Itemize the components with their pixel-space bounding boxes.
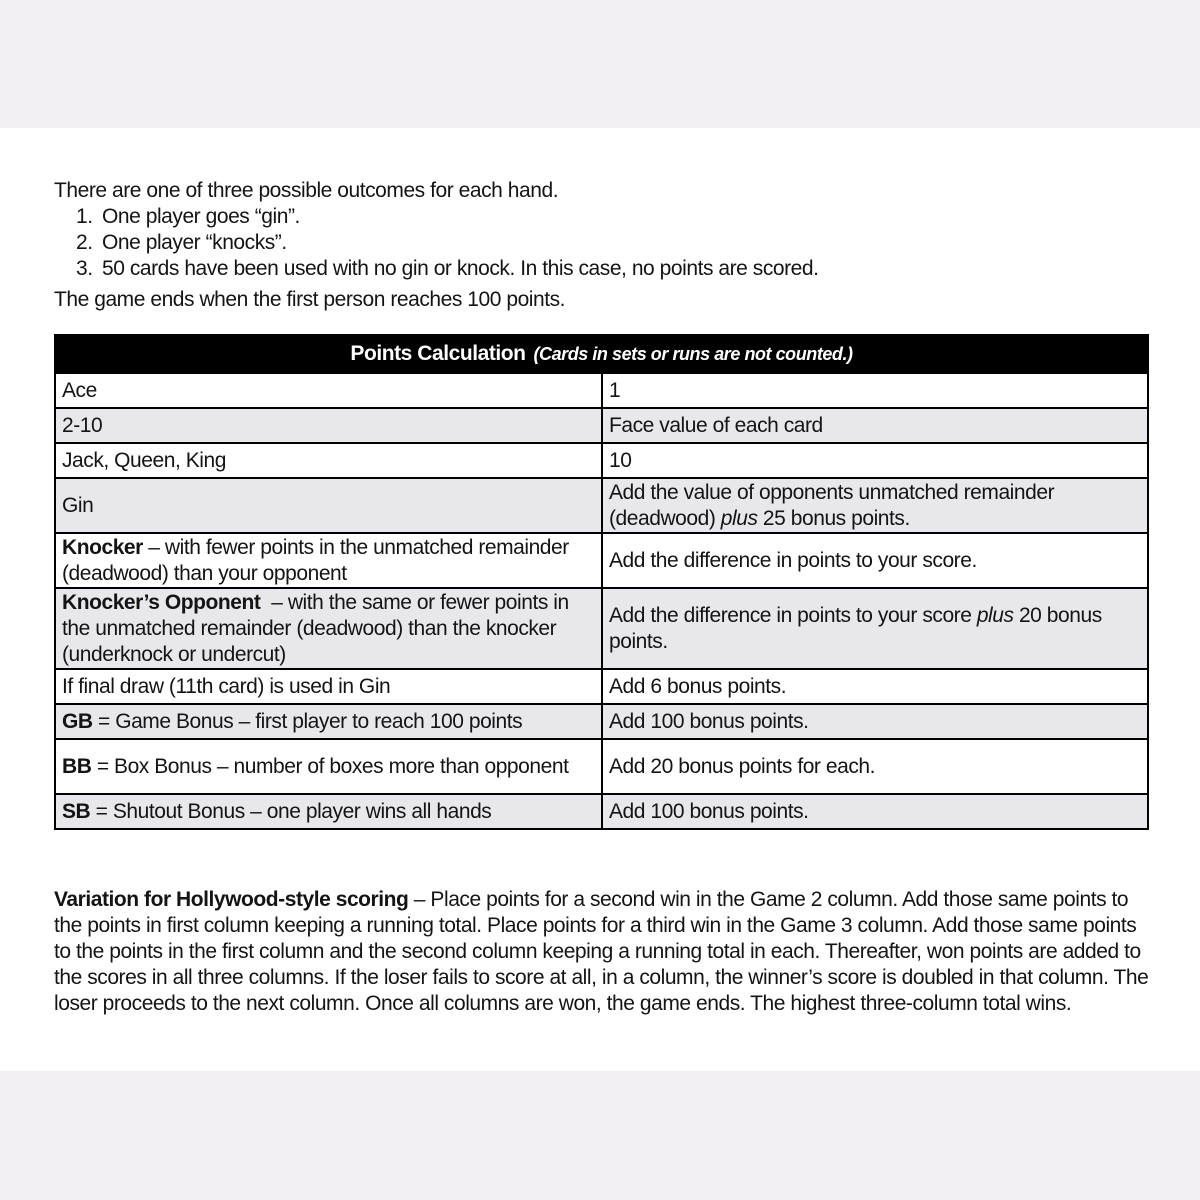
row-value: 10: [602, 443, 1148, 478]
row-value: Add 100 bonus points.: [602, 704, 1148, 739]
row-label-term: GB: [62, 709, 93, 733]
table-row: [55, 478, 1148, 533]
table-row: [55, 739, 1148, 794]
row-label: [55, 704, 602, 739]
row-value: Add 100 bonus points.: [602, 794, 1148, 829]
outcomes-lead: There are one of three possible outcomes for each hand.: [54, 179, 559, 202]
row-value-text: Add the value of opponents unmatched remainder (deadwood): [609, 480, 1055, 530]
row-label-text: = Game Bonus – first player to reach 100 points: [92, 709, 523, 733]
row-label-text: = Shutout Bonus – one player wins all hands: [90, 799, 492, 823]
bottom-margin-band: [0, 1071, 1200, 1200]
row-value-text: 25 bonus points.: [757, 506, 910, 530]
table-row: [55, 373, 1148, 408]
table-row: [55, 533, 1148, 588]
table-row: [55, 443, 1148, 478]
top-margin-band: [0, 0, 1200, 128]
row-value: 1: [602, 373, 1148, 408]
table-title: Points Calculation: [350, 342, 526, 365]
row-label-text: – with the same or fewer points in the unmatched remainder (deadwood) than the knocker (underknock or undercut): [62, 590, 575, 666]
outcome-text: One player “knocks”.: [102, 231, 287, 254]
table-row: [55, 794, 1148, 829]
table-row: [55, 588, 1148, 669]
game-end-rule: The game ends when the first person reaches 100 points.: [54, 288, 566, 311]
row-label-text: = Box Bonus – number of boxes more than opponent: [91, 754, 569, 778]
outcome-text: One player goes “gin”.: [102, 205, 300, 228]
rules-page: [0, 128, 1200, 1071]
row-value-text: Add the difference in points to your score: [609, 603, 977, 627]
row-value-emphasis: plus: [720, 506, 758, 530]
row-value-emphasis: plus: [976, 603, 1014, 627]
row-label-text: – with fewer points in the unmatched remainder (deadwood) than your opponent: [62, 535, 569, 585]
row-label: [55, 408, 602, 443]
outcomes-section: [54, 178, 1154, 313]
row-value: Face value of each card: [602, 408, 1148, 443]
outcome-item: [54, 230, 1154, 256]
table-row: [55, 408, 1148, 443]
row-label: [55, 478, 602, 533]
row-value: Add the difference in points to your score.: [602, 533, 1148, 588]
row-label-term: BB: [62, 754, 92, 778]
row-value: Add 20 bonus points for each.: [602, 739, 1148, 794]
row-label: [55, 373, 602, 408]
table-header: [55, 335, 1148, 373]
row-label: [55, 669, 602, 704]
row-label-text: Gin: [62, 493, 94, 517]
outcome-text: 50 cards have been used with no gin or knock. In this case, no points are scored.: [102, 257, 819, 280]
row-label-term: Knocker: [62, 535, 143, 559]
outcomes-list: [54, 204, 1154, 282]
variation-heading: Variation for Hollywood-style scoring: [54, 888, 409, 911]
row-label: [55, 794, 602, 829]
table-note: (Cards in sets or runs are not counted.): [533, 344, 853, 364]
row-label-term: SB: [62, 799, 91, 823]
row-label: [55, 533, 602, 588]
outcome-item: [54, 256, 1154, 282]
row-value: [602, 588, 1148, 669]
outcome-number: 1.: [76, 205, 93, 228]
row-label-term: Knocker’s Opponent: [62, 590, 261, 614]
row-label-text: If final draw (11th card) is used in Gin: [62, 674, 391, 698]
row-value-text: 20 bonus points.: [609, 603, 1102, 653]
row-label: [55, 443, 602, 478]
outcome-number: 3.: [76, 257, 93, 280]
points-calculation-table: [54, 334, 1149, 830]
table-row: [55, 669, 1148, 704]
row-label-text: 2-10: [62, 413, 103, 437]
outcome-item: [54, 204, 1154, 230]
row-label-text: Ace: [62, 378, 97, 402]
row-value: Add 6 bonus points.: [602, 669, 1148, 704]
row-label: [55, 739, 602, 794]
row-label-text: Jack, Queen, King: [62, 448, 226, 472]
row-value: [602, 478, 1148, 533]
table-header-row: [55, 335, 1148, 373]
row-label: [55, 588, 602, 669]
variation-text: – Place points for a second win in the Game 2 column. Add those same points to the points in first column keeping a running total. Place points for a third win in the Game 3 column. Add those same points to the points in the first column and the second column keeping a running total in each. Thereafter, won points are added to the scores in all three columns. If the loser fails to score at all, in a column, the winner’s score is doubled in that column. The loser proceeds to the next column. Once all columns are won, the game ends. The highest three-column total wins.: [54, 888, 1149, 1015]
table-row: [55, 704, 1148, 739]
outcome-number: 2.: [76, 231, 93, 254]
hollywood-variation-paragraph: [54, 887, 1149, 1017]
